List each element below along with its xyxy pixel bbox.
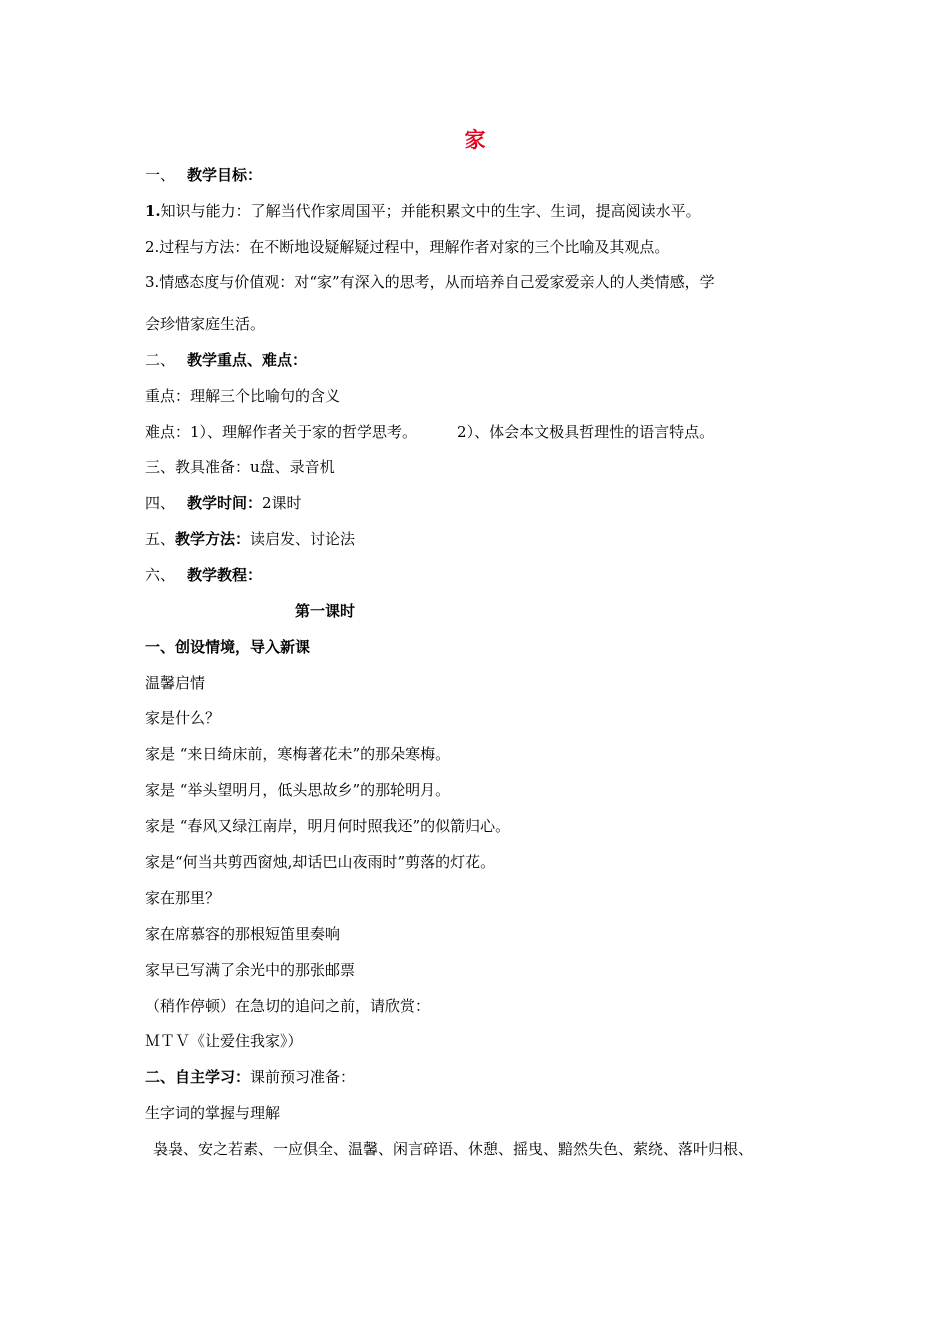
- intro-line: 家是什么？: [145, 709, 221, 727]
- section-number: 四、: [145, 494, 176, 512]
- intro-line: 家早已写满了余光中的那张邮票: [145, 961, 356, 979]
- difficulty-one: 难点：1）、理解作者关于家的哲学思考。: [145, 423, 418, 441]
- part-two-title: 二、自主学习：: [145, 1068, 251, 1086]
- intro-line: 温馨启情: [145, 674, 206, 692]
- section-teaching-goals: [145, 165, 262, 185]
- section-value: 2课时: [262, 494, 302, 512]
- intro-line: 家是 “举头望明月，低头思故乡”的那轮明月。: [145, 781, 451, 799]
- section-heading: 教学教程：: [187, 566, 263, 584]
- section-teaching-method: [145, 529, 355, 549]
- section-heading: 教学时间：: [187, 494, 263, 512]
- section-heading: 教学目标：: [187, 166, 263, 184]
- section-teaching-time: [145, 493, 302, 513]
- section-number: 二、: [145, 351, 176, 369]
- section-number: 一、: [145, 166, 176, 184]
- intro-line: 家是 “春风又绿江南岸，明月何时照我还”的似箭归心。: [145, 817, 511, 835]
- goal-process: 2.过程与方法：在不断地设疑解疑过程中，理解作者对家的三个比喻及其观点。: [145, 238, 670, 256]
- intro-line: 家在席慕容的那根短笛里奏响: [145, 925, 341, 943]
- goal-text: 知识与能力：了解当代作家周国平；并能积累文中的生字、生词，提高阅读水平。: [160, 202, 701, 220]
- vocab-heading: 生字词的掌握与理解: [145, 1104, 281, 1122]
- intro-line: ＭＴＶ《让爱住我家》）: [145, 1032, 303, 1050]
- section-teaching-process: [145, 565, 262, 585]
- part-two-value: 课前预习准备：: [250, 1068, 356, 1086]
- goal-emotion-line2: 会珍惜家庭生活。: [145, 315, 266, 333]
- section-number: 六、: [145, 566, 176, 584]
- part-one-heading: 一、创设情境，导入新课: [145, 638, 311, 656]
- teaching-tools: 三、教具准备：u盘、录音机: [145, 458, 335, 476]
- lesson-title: 第一课时: [295, 602, 356, 620]
- difficulty-points: [145, 422, 714, 442]
- goal-number: 1.: [145, 202, 161, 220]
- intro-line: 家在那里？: [145, 889, 221, 907]
- goal-emotion-line1: 3.情感态度与价值观：对“家”有深入的思考，从而培养自己爱家爱亲人的人类情感，学: [145, 273, 715, 291]
- part-two-heading: [145, 1067, 355, 1087]
- key-point: 重点：理解三个比喻句的含义: [145, 387, 341, 405]
- difficulty-two: 2）、体会本文极具哲理性的语言特点。: [457, 423, 715, 441]
- section-number: 五、: [145, 530, 176, 548]
- intro-line: 家是“何当共剪西窗烛,却话巴山夜雨时”剪落的灯花。: [145, 853, 496, 871]
- intro-line: （稍作停顿）在急切的追问之前，请欣赏：: [145, 997, 431, 1015]
- vocab-list: 袅袅、安之若素、一应俱全、温馨、闲言碎语、休憩、摇曳、黯然失色、萦绕、落叶归根、: [153, 1140, 754, 1158]
- goal-knowledge: [145, 201, 701, 221]
- section-key-points: [145, 350, 307, 370]
- section-value: 读启发、讨论法: [250, 530, 356, 548]
- intro-line: 家是 “来日绮床前，寒梅著花未”的那朵寒梅。: [145, 745, 451, 763]
- document-title: 家: [464, 127, 486, 152]
- section-heading: 教学方法：: [175, 530, 251, 548]
- section-heading: 教学重点、难点：: [187, 351, 308, 369]
